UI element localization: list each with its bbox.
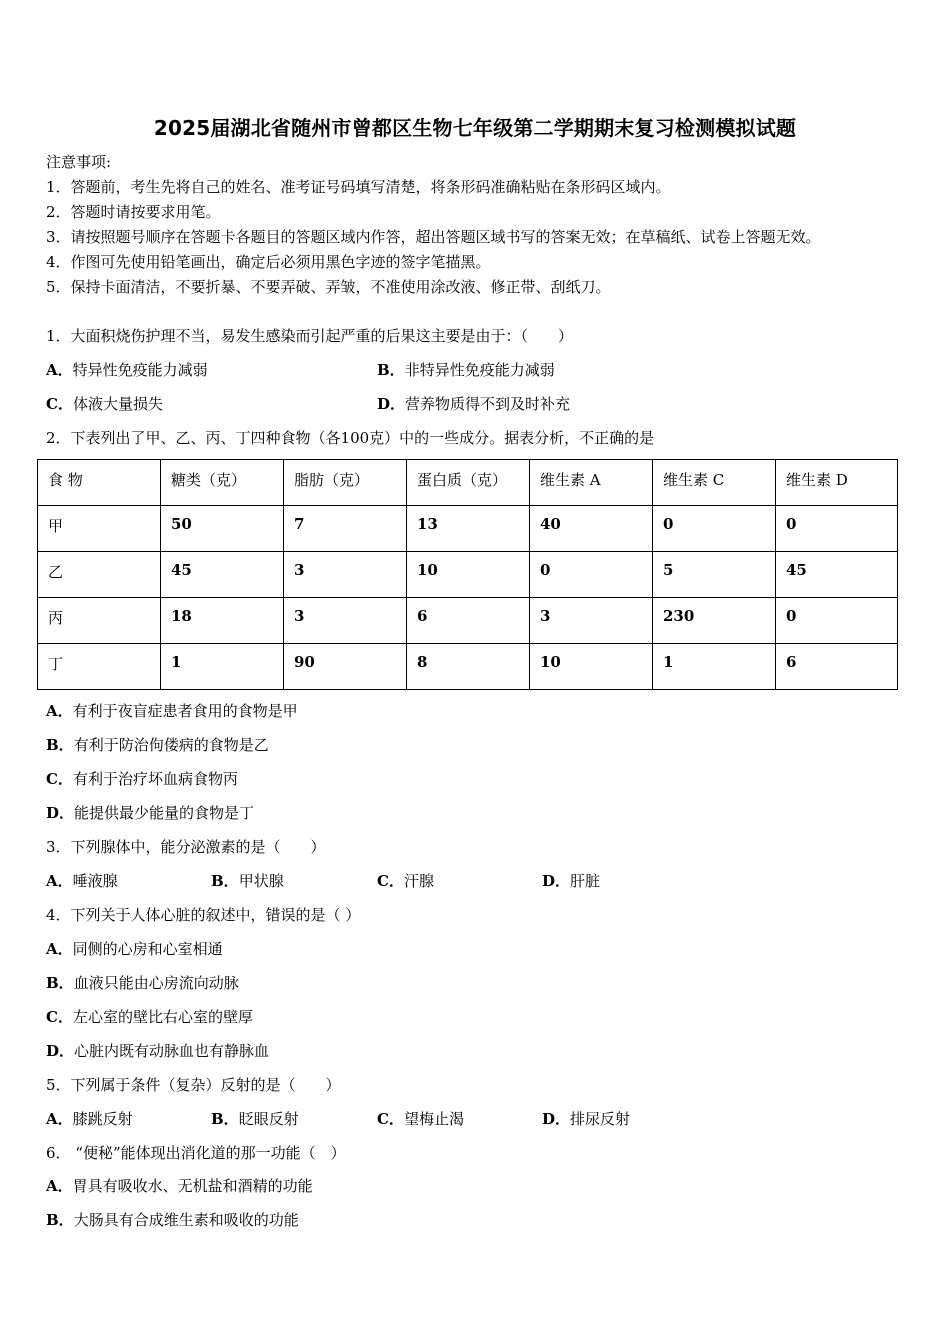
option-text: 大肠具有合成维生素和吸收的功能 (73, 1211, 299, 1229)
option-label: A． (46, 940, 73, 958)
option-text: 望梅止渴 (403, 1110, 464, 1128)
question-6-stem: 6． “便秘”能体现出消化道的那一功能（ ） (46, 1144, 346, 1162)
table-row (38, 598, 898, 644)
option-text: 有利于防治佝偻病的食物是乙 (73, 736, 269, 754)
q2-option-d (46, 803, 254, 823)
table-cell: 丙 (38, 598, 161, 644)
table-cell: 丁 (38, 644, 161, 690)
option-text: 能提供最少能量的食物是丁 (74, 804, 255, 822)
table-header-row (38, 460, 898, 506)
option-label: A． (46, 872, 73, 890)
q5-option-c (377, 1109, 464, 1129)
q1-option-c (46, 394, 163, 414)
table-cell: 45 (161, 552, 284, 598)
q5-option-d (542, 1109, 630, 1129)
option-label: B． (46, 1211, 74, 1229)
option-text: 心脏内既有动脉血也有静脉血 (74, 1042, 270, 1060)
option-text: 唾液腺 (72, 872, 118, 890)
table-cell: 6 (776, 644, 898, 690)
q1-option-a (46, 360, 208, 380)
table-header-cell: 糖类（克） (161, 460, 284, 506)
table-cell: 90 (284, 644, 407, 690)
q4-option-c (46, 1007, 253, 1027)
table-cell: 40 (530, 506, 653, 552)
table-cell: 0 (653, 506, 776, 552)
option-text: 肝脏 (570, 872, 601, 890)
q3-option-d (542, 871, 600, 891)
table-header-cell: 蛋白质（克） (407, 460, 530, 506)
option-text: 有利于夜盲症患者食用的食物是甲 (72, 702, 298, 720)
option-label: A． (46, 361, 73, 379)
table-cell: 甲 (38, 506, 161, 552)
table-cell: 10 (530, 644, 653, 690)
option-text: 甲状腺 (238, 872, 284, 890)
table-cell: 45 (776, 552, 898, 598)
option-text: 胃具有吸收水、无机盐和酒精的功能 (72, 1177, 313, 1195)
option-text: 营养物质得不到及时补充 (405, 395, 571, 413)
table-cell: 5 (653, 552, 776, 598)
option-label: B． (377, 361, 405, 379)
q4-option-d (46, 1041, 269, 1061)
table-cell: 0 (530, 552, 653, 598)
option-label: B． (46, 974, 74, 992)
option-label: A． (46, 1110, 73, 1128)
question-5-stem: 5．下列属于条件（复杂）反射的是（ ） (46, 1076, 341, 1094)
q2-option-c (46, 769, 238, 789)
question-4-stem: 4．下列关于人体心脏的叙述中，错误的是（ ） (46, 906, 361, 924)
option-label: A． (46, 702, 73, 720)
q2-option-a (46, 701, 298, 721)
q5-option-a (46, 1109, 133, 1129)
notice-heading: 注意事项: (46, 153, 112, 171)
table-cell: 10 (407, 552, 530, 598)
table-header-cell: 脂肪（克） (284, 460, 407, 506)
q6-option-b (46, 1210, 299, 1230)
page-title: 2025届湖北省随州市曾都区生物七年级第二学期期末复习检测模拟试题 (153, 116, 797, 140)
table-cell: 50 (161, 506, 284, 552)
table-row (38, 506, 898, 552)
q4-option-a (46, 939, 223, 959)
table-cell: 230 (653, 598, 776, 644)
q1-option-b (377, 360, 555, 380)
table-row (38, 552, 898, 598)
table-header-cell: 食 物 (38, 460, 161, 506)
q2-option-b (46, 735, 269, 755)
option-label: B． (211, 872, 239, 890)
option-label: A． (46, 1177, 73, 1195)
option-label: D． (542, 872, 571, 890)
option-text: 非特异性免疫能力减弱 (404, 361, 555, 379)
option-text: 血液只能由心房流向动脉 (73, 974, 239, 992)
table-cell: 乙 (38, 552, 161, 598)
question-3-stem: 3．下列腺体中，能分泌激素的是（ ） (46, 838, 326, 856)
table-cell: 0 (776, 598, 898, 644)
table-cell: 1 (161, 644, 284, 690)
notice-item: 5．保持卡面清洁，不要折暴、不要弄破、弄皱，不准使用涂改液、修正带、刮纸刀。 (46, 278, 611, 296)
option-label: C． (46, 395, 73, 413)
option-label: B． (46, 736, 74, 754)
table-cell: 0 (776, 506, 898, 552)
food-nutrient-table (37, 459, 898, 690)
question-2-stem: 2．下表列出了甲、乙、丙、丁四种食物（各100克）中的一些成分。据表分析，不正确的是 (46, 429, 655, 447)
q3-option-a (46, 871, 118, 891)
option-text: 左心室的壁比右心室的壁厚 (72, 1008, 253, 1026)
table-cell: 3 (530, 598, 653, 644)
option-label: D． (46, 804, 75, 822)
option-label: D． (542, 1110, 571, 1128)
q6-option-a (46, 1176, 313, 1196)
q4-option-b (46, 973, 239, 993)
table-header-cell: 维生素 D (776, 460, 898, 506)
table-cell: 8 (407, 644, 530, 690)
option-label: C． (377, 872, 404, 890)
option-text: 有利于治疗坏血病食物丙 (72, 770, 238, 788)
table-cell: 3 (284, 552, 407, 598)
option-label: D． (46, 1042, 75, 1060)
table-cell: 6 (407, 598, 530, 644)
q1-option-d (377, 394, 570, 414)
q3-option-b (211, 871, 284, 891)
table-cell: 7 (284, 506, 407, 552)
q3-option-c (377, 871, 434, 891)
table-cell: 13 (407, 506, 530, 552)
option-text: 体液大量损失 (72, 395, 163, 413)
option-text: 排尿反射 (570, 1110, 631, 1128)
table-row (38, 644, 898, 690)
option-label: B． (211, 1110, 239, 1128)
notice-item: 1．答题前，考生先将自己的姓名、准考证号码填写清楚，将条形码准确粘贴在条形码区域内。 (46, 178, 671, 196)
notice-item: 4．作图可先使用铅笔画出，确定后必须用黑色字迹的签字笔描黑。 (46, 253, 491, 271)
option-text: 特异性免疫能力减弱 (72, 361, 208, 379)
option-text: 汗腺 (403, 872, 434, 890)
question-1-stem: 1．大面积烧伤护理不当，易发生感染而引起严重的后果这主要是由于：（ ） (46, 327, 574, 345)
option-label: D． (377, 395, 406, 413)
option-text: 膝跳反射 (72, 1110, 133, 1128)
q5-option-b (211, 1109, 299, 1129)
option-label: C． (46, 770, 73, 788)
table-cell: 1 (653, 644, 776, 690)
option-text: 同侧的心房和心室相通 (72, 940, 223, 958)
option-label: C． (46, 1008, 73, 1026)
table-cell: 18 (161, 598, 284, 644)
option-text: 眨眼反射 (238, 1110, 299, 1128)
table-cell: 3 (284, 598, 407, 644)
table-header-cell: 维生素 A (530, 460, 653, 506)
option-label: C． (377, 1110, 404, 1128)
notice-item: 2．答题时请按要求用笔。 (46, 203, 221, 221)
notice-item: 3．请按照题号顺序在答题卡各题目的答题区域内作答，超出答题区域书写的答案无效；在草稿纸、试卷上答题无效。 (46, 228, 821, 246)
table-header-cell: 维生素 C (653, 460, 776, 506)
